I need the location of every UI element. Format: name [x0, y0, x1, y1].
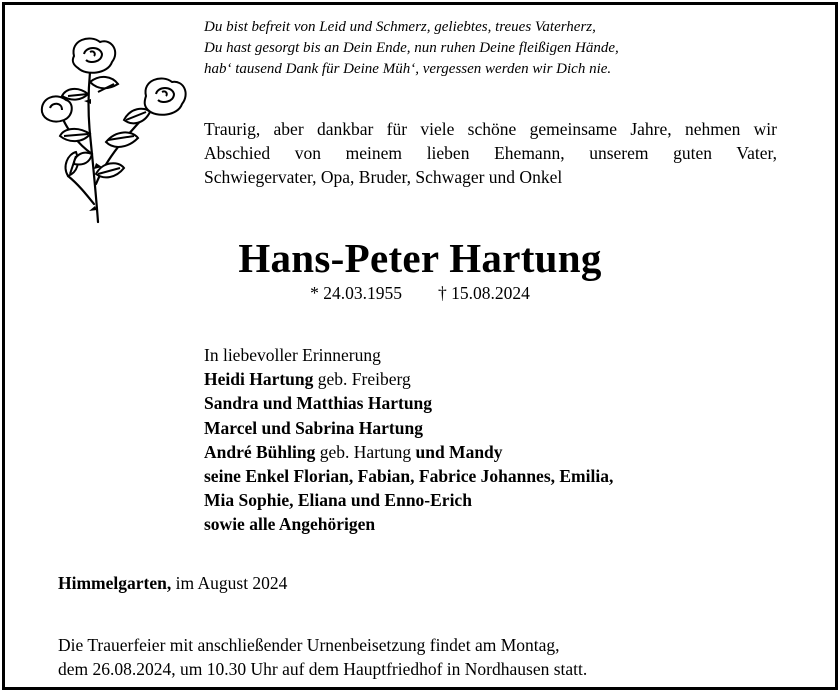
intro-line: Schwiegervater, Opa, Bruder, Schwager und Onkel [204, 167, 563, 187]
poem-verse [204, 17, 764, 80]
place-date [58, 573, 287, 594]
place-town: Himmelgarten, [58, 573, 172, 593]
intro-text [204, 117, 777, 189]
service-line: Die Trauerfeier mit anschließender Urnenbeisetzung findet am Montag, [58, 635, 560, 655]
poem-line: Du hast gesorgt bis an Dein Ende, nun ruhen Deine fleißigen Hände, [204, 40, 619, 56]
family-line: André Bühling geb. Hartung und Mandy [204, 441, 503, 462]
place-month: im August 2024 [171, 573, 288, 593]
funeral-notice [58, 633, 587, 681]
family-line: Marcel und Sabrina Hartung [204, 417, 423, 438]
roses-icon [38, 34, 193, 224]
family-heading: In liebevoller Erinnerung [204, 345, 381, 365]
poem-line: Du bist befreit von Leid und Schmerz, geliebtes, treues Vaterherz, [204, 19, 596, 35]
mourners-list [204, 343, 613, 537]
family-line: seine Enkel Florian, Fabian, Fabrice Johannes, Emilia, [204, 466, 614, 487]
poem-line: hab‘ tausend Dank für Deine Müh‘, vergessen werden wir Dich nie. [204, 61, 612, 77]
family-line: Sandra und Matthias Hartung [204, 393, 433, 414]
birth-date: * 24.03.1955 [310, 283, 402, 303]
life-dates [0, 283, 840, 304]
family-line: sowie alle Angehörigen [204, 514, 376, 535]
service-line: dem 26.08.2024, um 10.30 Uhr auf dem Hauptfriedhof in Nordhausen statt. [58, 659, 588, 679]
family-line: Heidi Hartung geb. Freiberg [204, 369, 411, 390]
deceased-name: Hans-Peter Hartung [238, 235, 602, 281]
intro-line: Abschied von meinem lieben Ehemann, unserem guten Vater, [204, 143, 777, 163]
death-date: † 15.08.2024 [438, 283, 530, 303]
intro-line: Traurig, aber dankbar für viele schöne gemeinsame Jahre, nehmen wir [204, 119, 777, 139]
family-line: Mia Sophie, Eliana und Enno-Erich [204, 490, 472, 511]
